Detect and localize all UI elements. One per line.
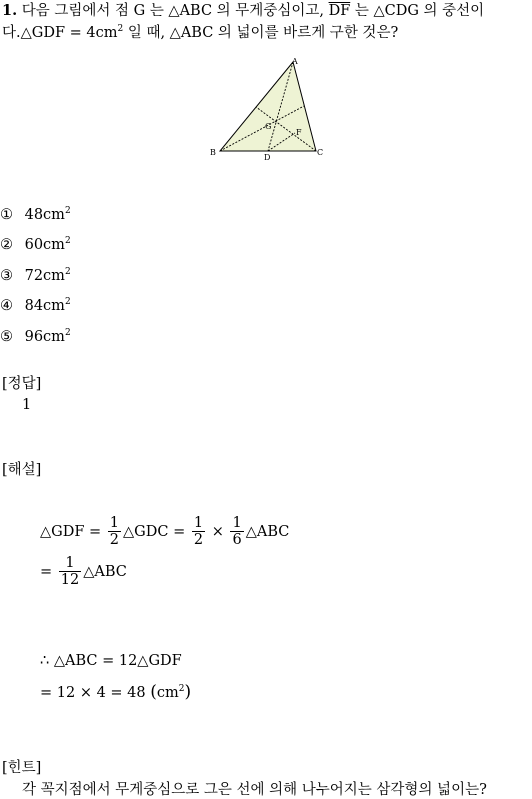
expl-l2-b: △ABC bbox=[83, 564, 127, 580]
choice-value: 84cm bbox=[24, 298, 65, 314]
question-number: 1. bbox=[2, 2, 18, 19]
expl-l1-d: △ABC bbox=[245, 524, 290, 540]
choice-value: 60cm bbox=[24, 237, 65, 253]
expl-l4-b: cm bbox=[156, 685, 179, 701]
paren-close: ) bbox=[184, 682, 192, 702]
choice-exp: 2 bbox=[64, 236, 71, 246]
choice-2[interactable] bbox=[0, 237, 71, 253]
segment-df: $\overline{DF}$ bbox=[328, 3, 351, 19]
choice-exp: 2 bbox=[64, 206, 71, 216]
triangle-figure bbox=[208, 56, 332, 164]
denominator: 6 bbox=[232, 532, 242, 548]
choice-exp: 2 bbox=[64, 297, 71, 307]
label-b: B bbox=[210, 148, 216, 157]
numerator: 1 bbox=[109, 515, 120, 531]
question-line-2 bbox=[2, 22, 398, 44]
denominator: 2 bbox=[109, 532, 120, 548]
hint-text: 각 꼭지점에서 무게중심으로 그은 선에 의해 나누어지는 삼각형의 넓이는? bbox=[22, 782, 487, 798]
question-line2-suffix: 일 때, △ABC 의 넓이를 바르게 구한 것은? bbox=[123, 25, 399, 41]
explanation-line-4 bbox=[40, 682, 191, 702]
expl-l2-a: = bbox=[40, 564, 57, 580]
choice-1[interactable] bbox=[0, 207, 71, 223]
fraction bbox=[108, 515, 121, 549]
hint-label: [힌트] bbox=[2, 760, 42, 776]
label-f: F bbox=[296, 128, 302, 137]
label-a: A bbox=[292, 57, 298, 66]
denominator: 2 bbox=[193, 532, 204, 548]
choice-mark: ② bbox=[0, 237, 13, 253]
question-line2-exp: 2 bbox=[117, 24, 124, 34]
choice-5[interactable] bbox=[0, 329, 71, 345]
paren-open: ( bbox=[150, 682, 157, 702]
expl-l1-a: △GDF = bbox=[40, 524, 106, 540]
choice-value: 72cm bbox=[24, 268, 65, 284]
denominator: 12 bbox=[60, 572, 80, 588]
choice-value: 96cm bbox=[24, 329, 65, 345]
choice-value: 48cm bbox=[24, 207, 65, 223]
choice-exp: 2 bbox=[64, 267, 71, 277]
explanation-line-1 bbox=[40, 515, 289, 549]
question-line-1 bbox=[2, 0, 484, 22]
choice-mark: ⑤ bbox=[0, 329, 13, 345]
answer-label: [정답] bbox=[2, 376, 42, 392]
fraction bbox=[59, 555, 81, 589]
choice-mark: ① bbox=[0, 207, 13, 223]
answer-value: 1 bbox=[22, 397, 32, 413]
question-text-part1: 다음 그림에서 점 G 는 △ABC 의 무게중심이고, bbox=[21, 3, 329, 19]
triangle-abc bbox=[220, 62, 316, 151]
expl-l1-c: × bbox=[207, 524, 229, 540]
expl-l4-a: = 12 × 4 = 48 bbox=[40, 685, 146, 701]
label-g: G bbox=[265, 122, 272, 131]
expl-l1-b: △GDC = bbox=[123, 524, 190, 540]
label-d: D bbox=[264, 153, 271, 162]
fraction bbox=[192, 515, 205, 549]
choice-exp: 2 bbox=[64, 328, 71, 338]
explanation-line-3: ∴ △ABC = 12△GDF bbox=[40, 653, 182, 669]
numerator: 1 bbox=[193, 515, 204, 531]
explanation-label: [해설] bbox=[2, 462, 42, 478]
choice-4[interactable] bbox=[0, 298, 71, 314]
explanation-line-2 bbox=[40, 555, 127, 589]
label-c: C bbox=[317, 148, 324, 157]
question-line2-prefix: 다.△GDF = 4cm bbox=[2, 25, 118, 41]
numerator: 1 bbox=[232, 515, 242, 531]
expl-l4-exp: 2 bbox=[178, 684, 185, 694]
fraction bbox=[230, 515, 243, 549]
choice-mark: ③ bbox=[0, 268, 13, 284]
question-text-part2: 는 △CDG 의 중선이 bbox=[350, 3, 485, 19]
choice-mark: ④ bbox=[0, 298, 13, 314]
numerator: 1 bbox=[59, 555, 81, 572]
choice-3[interactable] bbox=[0, 268, 71, 284]
